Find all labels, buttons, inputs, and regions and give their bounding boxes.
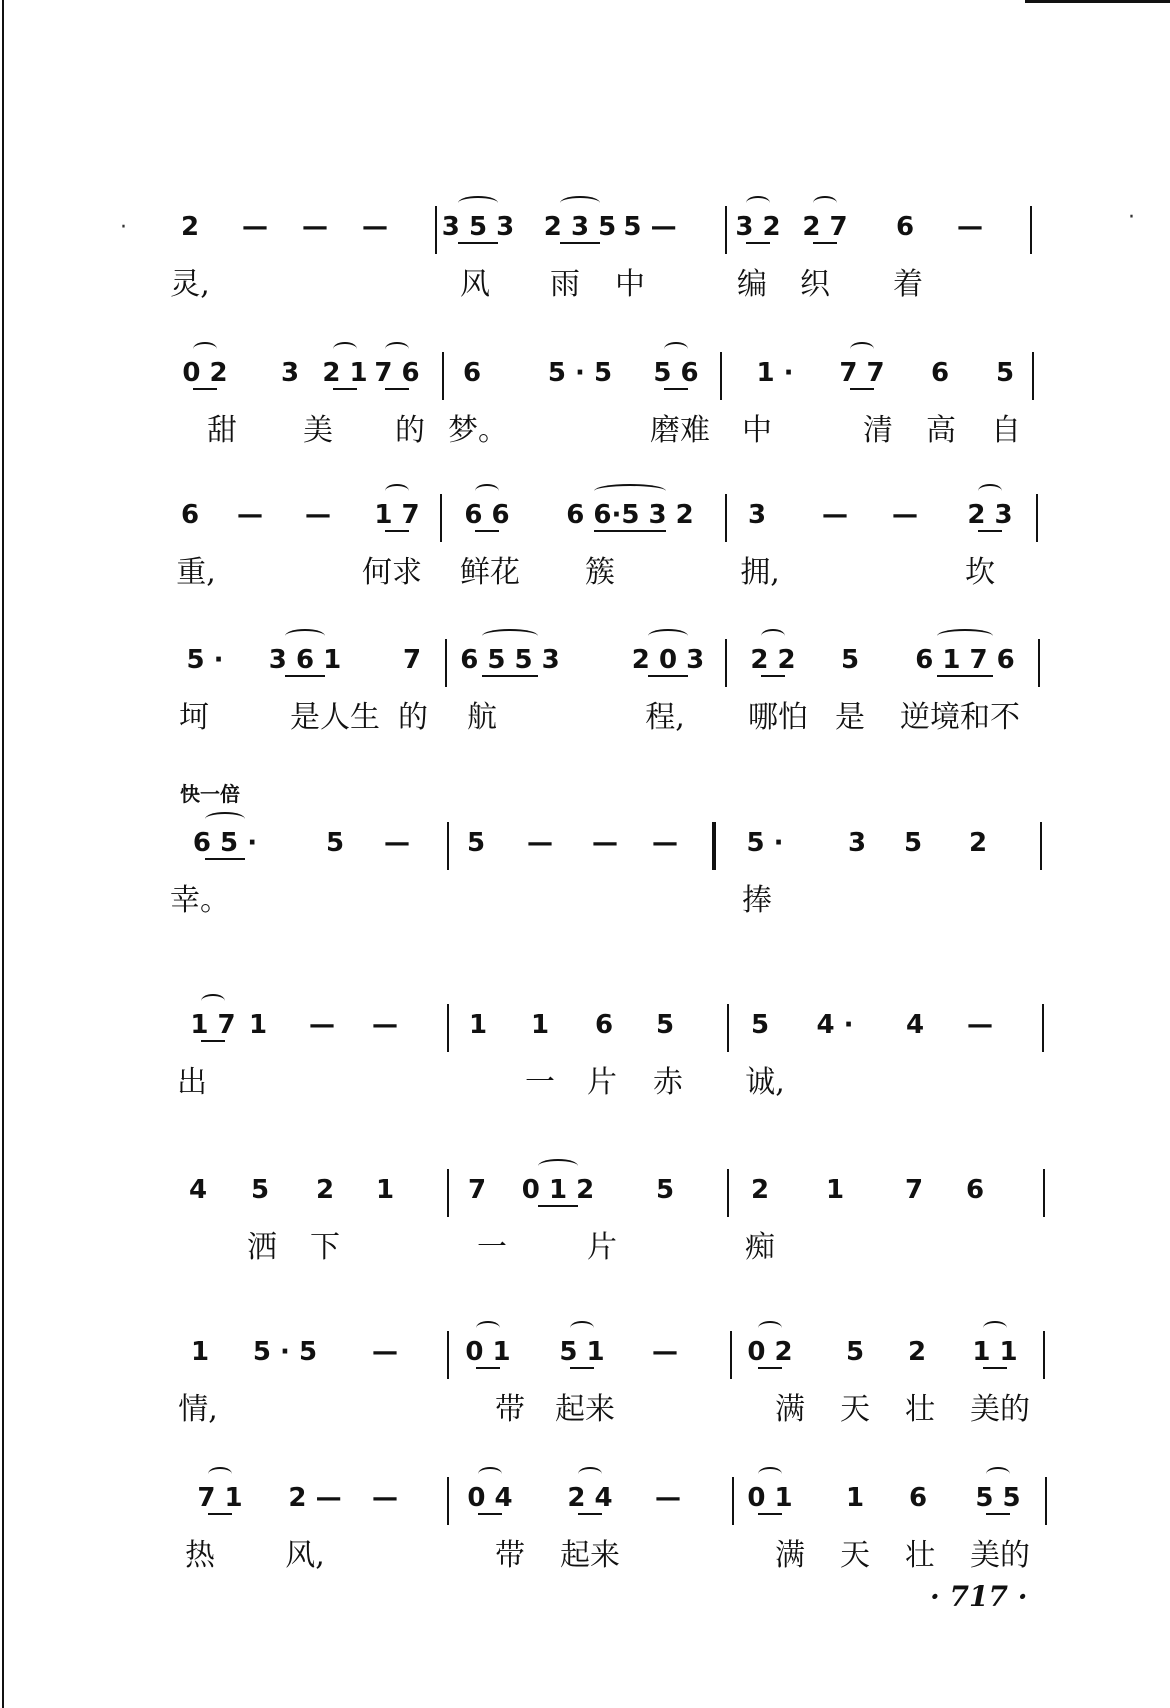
note-group: 5 xyxy=(466,828,486,858)
note-group: — xyxy=(237,500,263,530)
note-group: — xyxy=(242,212,268,242)
slur-arc xyxy=(205,812,245,826)
lyric-text: 鲜花 xyxy=(460,555,520,590)
note-group: 2 7 xyxy=(802,212,848,242)
note-group: 4 xyxy=(188,1175,208,1205)
slur-arc xyxy=(385,342,409,356)
note-group: — xyxy=(527,828,553,858)
lyric-text: 甜 xyxy=(207,413,237,448)
note-group: 6 xyxy=(594,1010,614,1040)
note-group: 5 6 xyxy=(653,358,699,388)
note-group: — xyxy=(372,1483,398,1513)
note-group: 7 xyxy=(467,1175,487,1205)
note-group: 2 xyxy=(907,1337,927,1367)
lyric-text: 赤 xyxy=(653,1065,683,1100)
lyric-text: 出 xyxy=(177,1065,207,1100)
note-group: — xyxy=(592,828,618,858)
lyric-text: 清 xyxy=(863,413,893,448)
score-row xyxy=(0,1337,1170,1447)
note-group: 6 xyxy=(462,358,482,388)
note-group: 0 1 xyxy=(747,1483,793,1513)
note-group: 3 xyxy=(847,828,867,858)
note-group: — xyxy=(655,1483,681,1513)
note-group: 1 xyxy=(375,1175,395,1205)
lyric-text: 着 xyxy=(893,267,923,302)
note-group: 5 xyxy=(995,358,1015,388)
beam-underline xyxy=(594,530,666,532)
note-group: — xyxy=(892,500,918,530)
beam-underline xyxy=(208,1513,232,1515)
barline xyxy=(720,352,722,400)
lyric-text: 美的 xyxy=(970,1538,1030,1573)
note-group: — xyxy=(384,828,410,858)
note-group: 5 1 xyxy=(559,1337,605,1367)
note-group: 5 · 5 xyxy=(252,1337,318,1367)
note-group: 6 xyxy=(930,358,950,388)
lyric-text: 哪怕 xyxy=(748,700,808,735)
barline xyxy=(447,1477,449,1525)
note-group: 4 · xyxy=(816,1010,854,1040)
beam-underline xyxy=(986,1513,1010,1515)
lyric-text: 美 xyxy=(303,413,333,448)
beam-underline xyxy=(478,1513,502,1515)
beam-underline xyxy=(475,530,499,532)
lyric-text: 是 xyxy=(835,700,865,735)
slur-arc xyxy=(333,342,357,356)
lyric-text: 簇 xyxy=(585,555,615,590)
note-group: 2 xyxy=(180,212,200,242)
beam-underline xyxy=(978,530,1002,532)
lyric-text: 片 xyxy=(587,1230,617,1265)
note-group: 3 xyxy=(280,358,300,388)
beam-underline xyxy=(385,388,409,390)
barline xyxy=(447,1331,449,1379)
note-group: 5 · 5 xyxy=(547,358,613,388)
lyric-text: 中 xyxy=(742,413,772,448)
note-group: 2 2 xyxy=(750,645,796,675)
note-group: 0 2 xyxy=(182,358,228,388)
beam-underline xyxy=(476,1367,500,1369)
note-group: 5 xyxy=(903,828,923,858)
tempo-mark: 快一倍 xyxy=(180,782,240,806)
lyric-text: 中 xyxy=(615,267,645,302)
note-group: 5 xyxy=(325,828,345,858)
lyric-text: 天 xyxy=(840,1392,870,1427)
lyric-text: 情, xyxy=(178,1392,218,1427)
note-group: 2 xyxy=(750,1175,770,1205)
lyric-text: 编 xyxy=(737,267,767,302)
slur-arc xyxy=(758,1467,782,1481)
note-group: 5 5 xyxy=(975,1483,1021,1513)
slur-arc xyxy=(560,196,600,210)
note-group: 6 xyxy=(908,1483,928,1513)
note-group: — xyxy=(957,212,983,242)
lyric-text: 梦。 xyxy=(448,413,508,448)
lyric-text: 痴 xyxy=(745,1230,775,1265)
note-group: 6 6·5 3 2 xyxy=(566,500,694,530)
stray-mark: · xyxy=(120,215,127,240)
beam-underline xyxy=(205,858,245,860)
note-group: 3 5 3 xyxy=(441,212,515,242)
note-group: 5 xyxy=(655,1175,675,1205)
note-group: 1 xyxy=(190,1337,210,1367)
note-group: 2 xyxy=(968,828,988,858)
slur-arc xyxy=(208,1467,232,1481)
note-group: 1 xyxy=(468,1010,488,1040)
lyric-text: 美的 xyxy=(970,1392,1030,1427)
beam-underline xyxy=(746,242,770,244)
barline xyxy=(1030,206,1032,254)
note-group: 2 1 xyxy=(322,358,368,388)
lyric-text: 幸。 xyxy=(170,883,230,918)
barline xyxy=(725,494,727,542)
lyric-text: 风 xyxy=(460,267,490,302)
note-group: — xyxy=(652,828,678,858)
slur-arc xyxy=(193,342,217,356)
slur-arc xyxy=(476,1321,500,1335)
barline xyxy=(447,1169,449,1217)
lyric-text: 带 xyxy=(495,1538,525,1573)
note-group: 2 3 xyxy=(967,500,1013,530)
beam-underline xyxy=(937,675,993,677)
score-row xyxy=(0,500,1170,610)
lyric-text: 满 xyxy=(775,1392,805,1427)
slur-arc xyxy=(746,196,770,210)
note-group: — xyxy=(372,1010,398,1040)
lyric-text: 天 xyxy=(840,1538,870,1573)
note-group: 5 · xyxy=(186,645,224,675)
note-group: 7 xyxy=(904,1175,924,1205)
note-group: 4 xyxy=(905,1010,925,1040)
beam-underline xyxy=(538,1205,578,1207)
lyric-text: 逆境和不 xyxy=(900,700,1020,735)
barline xyxy=(1045,1477,1047,1525)
beam-underline xyxy=(578,1513,602,1515)
lyric-text: 一 xyxy=(477,1230,507,1265)
lyric-text: 何求 xyxy=(362,555,422,590)
note-group: — xyxy=(309,1010,335,1040)
barline xyxy=(435,206,437,254)
beam-underline xyxy=(482,675,538,677)
lyric-text: 坷 xyxy=(179,700,209,735)
slur-arc xyxy=(937,629,993,643)
lyric-text: 诚, xyxy=(745,1065,785,1100)
barline xyxy=(440,494,442,542)
lyric-text: 的 xyxy=(398,700,428,735)
beam-underline xyxy=(983,1367,1007,1369)
barline xyxy=(1042,1004,1044,1052)
slur-arc xyxy=(578,1467,602,1481)
note-group: 1 7 xyxy=(374,500,420,530)
lyric-text: 带 xyxy=(495,1392,525,1427)
note-group: 6 xyxy=(895,212,915,242)
note-group: 6 5 · xyxy=(192,828,258,858)
note-group: — xyxy=(822,500,848,530)
beam-underline xyxy=(560,242,600,244)
note-group: 1 7 xyxy=(190,1010,236,1040)
barline xyxy=(1043,1331,1045,1379)
note-group: 6 1 7 6 xyxy=(915,645,1015,675)
note-group: 0 1 2 xyxy=(521,1175,595,1205)
note-group: 5 — xyxy=(623,212,677,242)
note-group: 2 4 xyxy=(567,1483,613,1513)
barline xyxy=(447,1004,449,1052)
barline xyxy=(732,1477,734,1525)
beam-underline xyxy=(458,242,498,244)
lyric-text: 自 xyxy=(991,413,1021,448)
score-row xyxy=(0,358,1170,468)
barline xyxy=(445,639,447,687)
slur-arc xyxy=(648,629,688,643)
slur-arc xyxy=(664,342,688,356)
score-row xyxy=(0,212,1170,322)
slur-arc xyxy=(978,484,1002,498)
barline xyxy=(1043,1169,1045,1217)
note-group: 2 — xyxy=(288,1483,342,1513)
note-group: 6 xyxy=(180,500,200,530)
barline xyxy=(725,206,727,254)
beam-underline xyxy=(761,675,785,677)
beam-underline xyxy=(385,530,409,532)
note-group: 0 4 xyxy=(467,1483,513,1513)
lyric-text: 一 xyxy=(525,1065,555,1100)
beam-underline xyxy=(758,1367,782,1369)
lyric-text: 灵, xyxy=(170,267,210,302)
lyric-text: 拥, xyxy=(740,555,780,590)
lyric-text: 满 xyxy=(775,1538,805,1573)
note-group: 5 xyxy=(655,1010,675,1040)
score-row xyxy=(0,645,1170,755)
score-row xyxy=(0,1175,1170,1285)
note-group: 3 xyxy=(747,500,767,530)
stray-mark: · xyxy=(1128,205,1135,230)
note-group: 7 1 xyxy=(197,1483,243,1513)
lyric-text: 磨难 xyxy=(650,413,710,448)
lyric-text: 下 xyxy=(310,1230,340,1265)
beam-underline xyxy=(285,675,325,677)
lyric-text: 起来 xyxy=(560,1538,620,1573)
lyric-text: 起来 xyxy=(555,1392,615,1427)
slur-arc xyxy=(482,629,538,643)
note-group: — xyxy=(967,1010,993,1040)
lyric-text: 片 xyxy=(587,1065,617,1100)
score-row xyxy=(0,1483,1170,1593)
slur-arc xyxy=(850,342,874,356)
note-group: 1 · xyxy=(756,358,794,388)
lyric-text: 风, xyxy=(285,1538,325,1573)
slur-arc xyxy=(594,484,666,498)
note-group: 7 7 xyxy=(839,358,885,388)
lyric-text: 壮 xyxy=(905,1538,935,1573)
note-group: 0 1 xyxy=(465,1337,511,1367)
lyric-text: 壮 xyxy=(905,1392,935,1427)
lyric-text: 重, xyxy=(176,555,216,590)
slur-arc xyxy=(201,994,225,1008)
slur-arc xyxy=(538,1159,578,1173)
barline xyxy=(730,1331,732,1379)
beam-underline xyxy=(570,1367,594,1369)
barline xyxy=(1036,494,1038,542)
slur-arc xyxy=(813,196,837,210)
beam-underline xyxy=(201,1040,225,1042)
beam-underline xyxy=(758,1513,782,1515)
barline xyxy=(1032,352,1034,400)
slur-arc xyxy=(475,484,499,498)
barline xyxy=(727,1169,729,1217)
note-group: 7 6 xyxy=(374,358,420,388)
note-group: 5 xyxy=(250,1175,270,1205)
barline xyxy=(1038,639,1040,687)
note-group: 1 xyxy=(845,1483,865,1513)
note-group: 5 · xyxy=(746,828,784,858)
slur-arc xyxy=(285,629,325,643)
beam-underline xyxy=(193,388,217,390)
slur-arc xyxy=(570,1321,594,1335)
lyric-text: 程, xyxy=(645,700,685,735)
page-number: · 717 · xyxy=(930,1580,1028,1613)
lyric-text: 航 xyxy=(467,700,497,735)
note-group: 6 6 xyxy=(464,500,510,530)
note-group: 0 2 xyxy=(747,1337,793,1367)
note-group: 3 2 xyxy=(735,212,781,242)
slur-arc xyxy=(758,1321,782,1335)
note-group: — xyxy=(652,1337,678,1367)
slur-arc xyxy=(478,1467,502,1481)
note-group: 1 xyxy=(825,1175,845,1205)
note-group: 3 6 1 xyxy=(268,645,342,675)
lyric-text: 捧 xyxy=(742,883,772,918)
slur-arc xyxy=(385,484,409,498)
note-group: 2 xyxy=(315,1175,335,1205)
note-group: — xyxy=(372,1337,398,1367)
note-group: 5 xyxy=(845,1337,865,1367)
note-group: 2 3 5 xyxy=(543,212,617,242)
lyric-text: 雨 xyxy=(550,267,580,302)
slur-arc xyxy=(983,1321,1007,1335)
barline xyxy=(447,822,449,870)
slur-arc xyxy=(986,1467,1010,1481)
barline xyxy=(442,352,444,400)
top-right-rule xyxy=(1025,0,1170,3)
note-group: — xyxy=(362,212,388,242)
barline xyxy=(725,639,727,687)
beam-underline xyxy=(664,388,688,390)
beam-underline xyxy=(850,388,874,390)
score-row xyxy=(0,828,1170,938)
slur-arc xyxy=(761,629,785,643)
beam-underline xyxy=(333,388,357,390)
lyric-text: 洒 xyxy=(247,1230,277,1265)
repeat-barline xyxy=(712,822,716,870)
beam-underline xyxy=(813,242,837,244)
lyric-text: 织 xyxy=(800,267,830,302)
note-group: 5 xyxy=(840,645,860,675)
note-group: 6 xyxy=(965,1175,985,1205)
note-group: 1 xyxy=(248,1010,268,1040)
note-group: — xyxy=(305,500,331,530)
barline xyxy=(727,1004,729,1052)
note-group: 1 xyxy=(530,1010,550,1040)
slur-arc xyxy=(458,196,498,210)
note-group: 7 xyxy=(402,645,422,675)
lyric-text: 热 xyxy=(185,1538,215,1573)
note-group: 5 xyxy=(750,1010,770,1040)
note-group: 6 5 5 3 xyxy=(460,645,560,675)
note-group: — xyxy=(302,212,328,242)
lyric-text: 是人生 xyxy=(290,700,380,735)
barline xyxy=(1040,822,1042,870)
score-row xyxy=(0,1010,1170,1120)
lyric-text: 的 xyxy=(395,413,425,448)
lyric-text: 高 xyxy=(926,413,956,448)
note-group: 2 0 3 xyxy=(631,645,705,675)
lyric-text: 坎 xyxy=(965,555,995,590)
beam-underline xyxy=(648,675,688,677)
note-group: 1 1 xyxy=(972,1337,1018,1367)
